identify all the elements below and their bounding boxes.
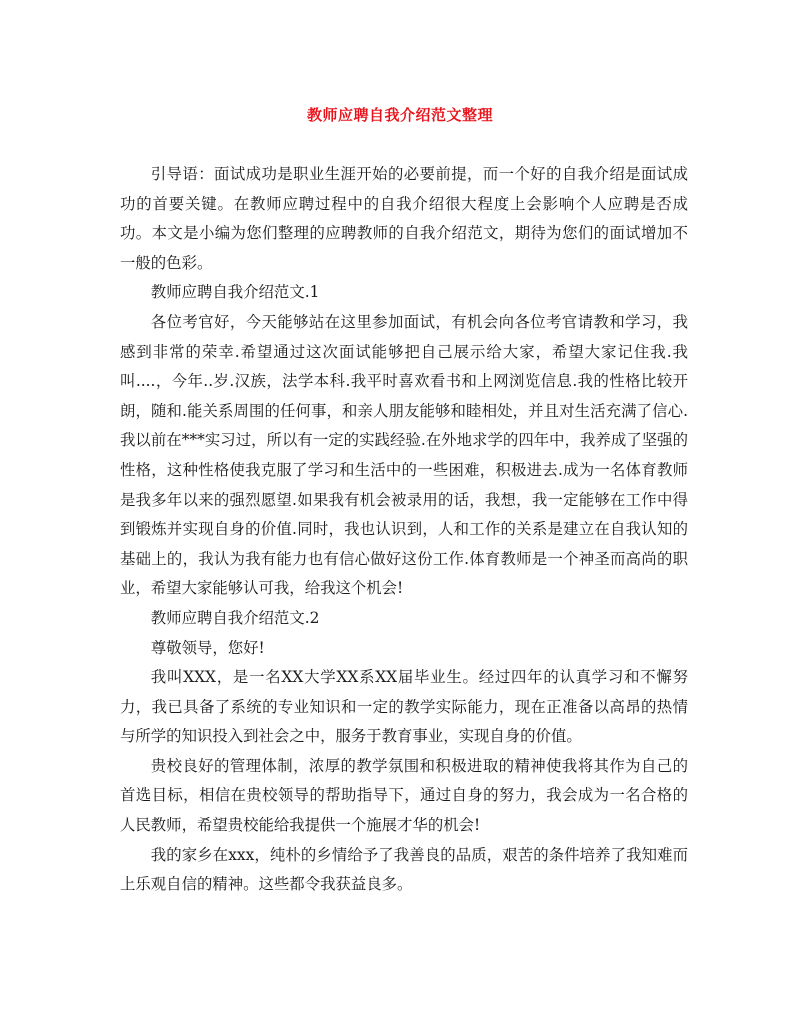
body-paragraph: 我叫XXX，是一名XX大学XX系XX届毕业生。经过四年的认真学习和不懈努力，我已具备了系统的专业知识和一定的教学实际能力，现在正准备以高昂的热情与所学的知识投入到社会之中，服务于教育事业，实现自身的价值。 — [120, 668, 688, 746]
section-heading-2: 教师应聘自我介绍范文.2 — [150, 608, 320, 627]
document-body — [120, 160, 688, 900]
greeting-paragraph: 尊敬领导，您好! — [150, 638, 265, 657]
section-heading-1: 教师应聘自我介绍范文.1 — [150, 283, 320, 302]
intro-paragraph: 引导语：面试成功是职业生涯开始的必要前提，而一个好的自我介绍是面试成功的首要关键。在教师应聘过程中的自我介绍很大程度上会影响个人应聘是否成功。本文是小编为您们整理的应聘教师的自我介绍范文，期待为您们的面试增加不一般的色彩。 — [120, 165, 688, 272]
document-title: 教师应聘自我介绍范文整理 — [306, 106, 493, 124]
body-paragraph: 贵校良好的管理体制，浓厚的教学氛围和积极进取的精神使我将其作为自己的首选目标，相信在贵校领导的帮助指导下，通过自身的努力，我会成为一名合格的人民教师，希望贵校能给我提供一个施展才华的机会! — [120, 756, 688, 835]
body-paragraph: 我的家乡在xxx，纯朴的乡情给予了我善良的品质，艰苦的条件培养了我知难而上乐观自信的精神。这些都令我获益良多。 — [120, 845, 688, 894]
body-paragraph: 各位考官好，今天能够站在这里参加面试，有机会向各位考官请教和学习，我感到非常的荣幸.希望通过这次面试能够把自己展示给大家，希望大家记住我.我叫....，今年..岁.汉族，法学本科.我平时喜欢看书和上网浏览信息.我的性格比较开朗，随和.能关系周围的任何事，和亲人朋友能够和睦相处，并且对生活充满了信心.我以前在***实习过，所以有一定的实践经验.在外地求学的四年中，我养成了坚强的性格，这种性格使我克服了学习和生活中的一些困难，积极进去.成为一名体育教师是我多年以来的强烈愿望.如果我有机会被录用的话，我想，我一定能够在工作中得到锻炼并实现自身的价值.同时，我也认识到，人和工作的关系是建立在自我认知的基础上的，我认为我有能力也有信心做好这份工作.体育教师是一个神圣而高尚的职业，希望大家能够认可我，给我这个机会! — [120, 312, 688, 598]
